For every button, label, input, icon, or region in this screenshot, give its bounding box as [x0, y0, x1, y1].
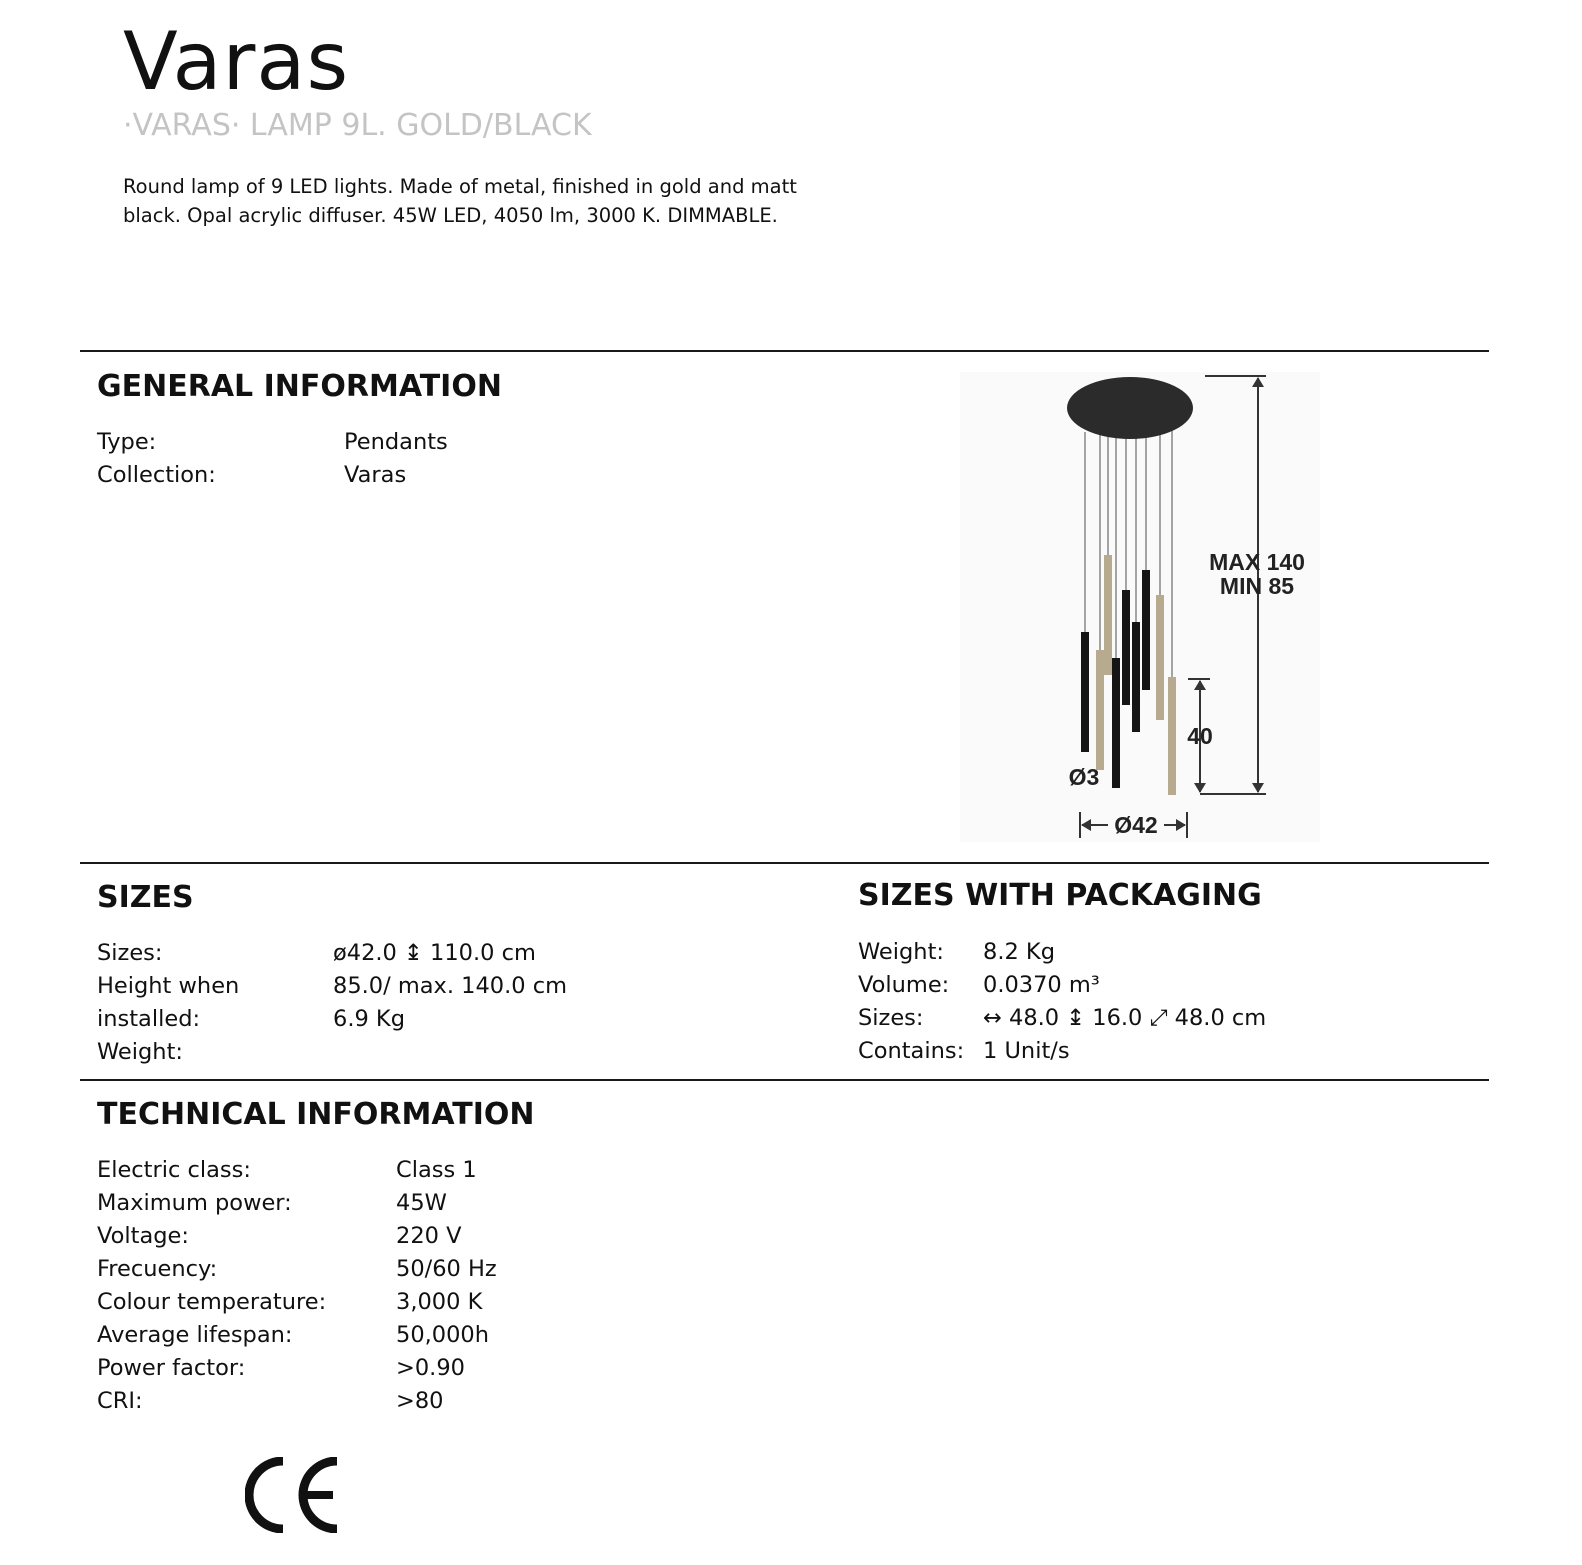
technical-row — [97, 1253, 497, 1286]
general-info-value: Varas — [344, 462, 407, 488]
technical-value: Class 1 — [396, 1157, 477, 1183]
sizes-label: Height when — [97, 973, 240, 999]
general-info-label: Collection: — [97, 462, 216, 488]
sizes-value: ø42.0 ↨ 110.0 cm — [333, 940, 536, 966]
ce-mark-icon — [245, 1457, 341, 1533]
diagram-label-tube-diameter: Ø3 — [1068, 764, 1100, 790]
packaging-title: SIZES WITH PACKAGING — [858, 878, 1262, 913]
packaging-row-weight — [858, 936, 1266, 969]
technical-value: 50,000h — [396, 1322, 489, 1348]
lamp-tube-black — [1132, 622, 1140, 732]
divider-bottom — [80, 1079, 1489, 1081]
divider-middle — [80, 862, 1489, 864]
packaging-value: 0.0370 m³ — [983, 972, 1100, 998]
packaging-value: ↔ 48.0 ↨ 16.0 ⤢ 48.0 cm — [983, 1005, 1267, 1031]
technical-label: Frecuency: — [97, 1256, 218, 1282]
lamp-tube-gold — [1104, 555, 1112, 675]
general-info-row-type — [97, 426, 448, 459]
packaging-row-sizes — [858, 1002, 1266, 1035]
technical-value: >80 — [396, 1388, 444, 1414]
lamp-tube-black — [1142, 570, 1150, 690]
technical-label: Average lifespan: — [97, 1322, 293, 1348]
product-description: Round lamp of 9 LED lights. Made of metal, finished in gold and matt black. Opal acrylic diffuser. 45W LED, 4050 lm, 3000 K. DIMMABLE. — [123, 175, 797, 227]
lamp-tube-black — [1081, 632, 1089, 752]
product-title: Varas — [123, 15, 350, 108]
sizes-label: installed: — [97, 1006, 201, 1032]
technical-value: >0.90 — [396, 1355, 465, 1381]
general-info-label: Type: — [97, 429, 157, 455]
technical-value: 50/60 Hz — [396, 1256, 497, 1282]
sizes-label: Weight: — [97, 1039, 183, 1065]
technical-row — [97, 1352, 497, 1385]
technical-label: Power factor: — [97, 1355, 246, 1381]
sizes-value: 6.9 Kg — [333, 1006, 405, 1032]
lamp-tube-gold — [1096, 650, 1104, 770]
packaging-label: Volume: — [858, 972, 950, 998]
lamp-tube-gold — [1156, 595, 1164, 720]
technical-row — [97, 1286, 497, 1319]
product-subtitle: ·VARAS· LAMP 9L. GOLD/BLACK — [123, 108, 592, 143]
technical-info-title: TECHNICAL INFORMATION — [97, 1097, 535, 1132]
technical-label: Voltage: — [97, 1223, 189, 1249]
technical-row — [97, 1319, 497, 1352]
sizes-labels — [97, 937, 239, 1069]
technical-info-table — [97, 1154, 497, 1418]
sizes-title: SIZES — [97, 880, 194, 915]
diagram-label-min-height: MIN 85 — [1219, 573, 1295, 599]
technical-row — [97, 1385, 497, 1418]
technical-value: 45W — [396, 1190, 447, 1216]
general-info-row-collection — [97, 459, 448, 492]
packaging-value: 8.2 Kg — [983, 939, 1055, 965]
lamp-tube-black — [1112, 658, 1120, 788]
diagram-label-tube-length: 40 — [1187, 723, 1213, 749]
technical-row — [97, 1187, 497, 1220]
technical-label: CRI: — [97, 1388, 143, 1414]
general-info-title: GENERAL INFORMATION — [97, 369, 502, 404]
technical-label: Maximum power: — [97, 1190, 292, 1216]
packaging-value: 1 Unit/s — [983, 1038, 1070, 1064]
lamp-canopy — [1067, 377, 1193, 439]
diagram-label-canopy-diameter: Ø42 — [1114, 812, 1158, 838]
technical-value: 3,000 K — [396, 1289, 483, 1315]
packaging-row-contains — [858, 1035, 1266, 1068]
sizes-label: Sizes: — [97, 940, 163, 966]
packaging-table — [858, 936, 1266, 1068]
general-info-value: Pendants — [344, 429, 448, 455]
sizes-values — [333, 937, 567, 1036]
diagram-background — [960, 372, 1320, 842]
lamp-dimension-diagram — [960, 372, 1320, 842]
technical-label: Colour temperature: — [97, 1289, 327, 1315]
sizes-value: 85.0/ max. 140.0 cm — [333, 973, 568, 999]
divider-top — [80, 350, 1489, 352]
packaging-row-volume — [858, 969, 1266, 1002]
packaging-label: Weight: — [858, 939, 944, 965]
technical-value: 220 V — [396, 1223, 462, 1249]
packaging-label: Sizes: — [858, 1005, 924, 1031]
diagram-label-max-height: MAX 140 — [1209, 549, 1305, 575]
packaging-label: Contains: — [858, 1038, 965, 1064]
lamp-tube-black — [1122, 590, 1130, 705]
lamp-tube-gold — [1168, 677, 1176, 795]
general-info-table — [97, 426, 448, 492]
technical-row — [97, 1220, 497, 1253]
technical-label: Electric class: — [97, 1157, 251, 1183]
technical-row — [97, 1154, 497, 1187]
